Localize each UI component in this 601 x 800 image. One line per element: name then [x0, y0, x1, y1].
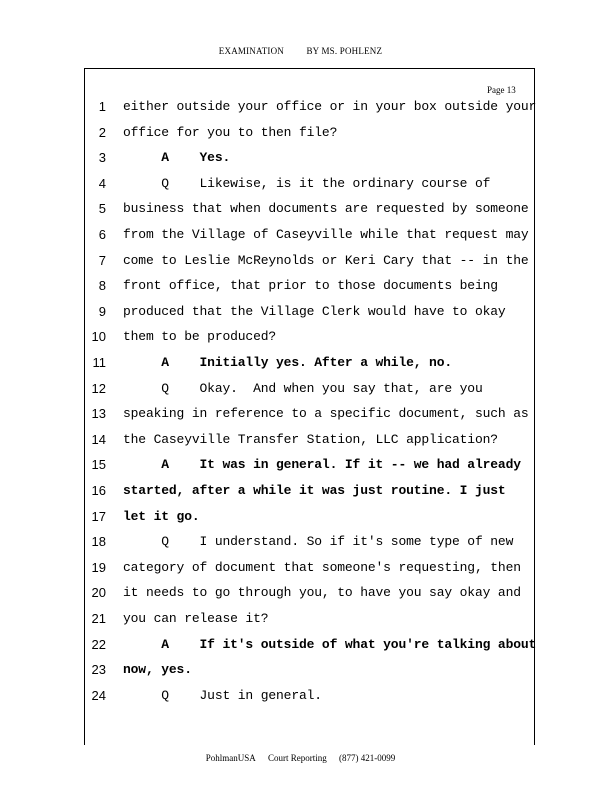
line-text: you can release it? — [123, 611, 269, 626]
transcript-line — [0, 611, 601, 635]
line-text: Q Just in general. — [123, 687, 322, 703]
line-number: 12 — [91, 380, 106, 396]
transcript-line — [0, 585, 601, 609]
transcript-line — [0, 534, 601, 558]
transcript-line — [0, 329, 601, 353]
line-text: either outside your office or in your box outside your — [123, 99, 537, 114]
line-text: Q Okay. And when you say that, are you — [123, 380, 483, 396]
footer-phone: (877) 421-0099 — [339, 753, 396, 763]
transcript-line — [0, 688, 601, 712]
transcript-line — [0, 406, 601, 430]
line-number: 10 — [91, 329, 106, 345]
transcript-line — [0, 509, 601, 533]
line-text: A If it's outside of what you're talking about — [123, 636, 537, 652]
line-number: 19 — [91, 559, 106, 575]
transcript-line — [0, 662, 601, 686]
line-text: let it go. — [123, 508, 200, 524]
line-number: 18 — [91, 534, 106, 550]
line-number: 20 — [91, 585, 106, 601]
line-text: produced that the Village Clerk would have to okay — [123, 303, 506, 319]
line-number: 3 — [98, 150, 106, 166]
transcript-line — [0, 457, 601, 481]
transcript-line — [0, 278, 601, 302]
transcript-line — [0, 227, 601, 251]
line-text: come to Leslie McReynolds or Keri Cary that -- in the — [123, 252, 529, 268]
line-text: Q Likewise, is it the ordinary course of — [123, 175, 491, 191]
transcript-line — [0, 355, 601, 379]
page-number: Page 13 — [487, 85, 516, 95]
page-header — [0, 46, 601, 56]
line-number: 21 — [91, 611, 106, 626]
line-text: them to be produced? — [123, 329, 277, 345]
footer-service: Court Reporting — [268, 753, 327, 763]
line-number: 7 — [98, 252, 106, 268]
transcript-line — [0, 150, 601, 174]
line-number: 23 — [91, 662, 106, 678]
line-number: 1 — [98, 99, 106, 114]
line-text: now, yes. — [123, 662, 192, 678]
header-title: EXAMINATION — [218, 46, 284, 56]
transcript-line — [0, 432, 601, 456]
line-text: from the Village of Caseyville while that request may — [123, 227, 529, 242]
transcript-line — [0, 560, 601, 584]
line-text: office for you to then file? — [123, 124, 338, 140]
transcript-line — [0, 125, 601, 149]
line-number: 4 — [98, 175, 106, 191]
transcript-line — [0, 304, 601, 328]
line-text: A It was in general. If it -- we had already — [123, 457, 521, 473]
line-number: 15 — [91, 457, 106, 473]
transcript-line — [0, 99, 601, 123]
transcript-line — [0, 176, 601, 200]
transcript-line — [0, 637, 601, 661]
header-examiner: BY MS. POHLENZ — [306, 46, 383, 56]
line-text: A Initially yes. After a while, no. — [123, 355, 453, 370]
transcript-line — [0, 483, 601, 507]
line-number: 11 — [92, 355, 106, 370]
line-number: 22 — [91, 636, 106, 652]
line-number: 6 — [98, 227, 106, 242]
line-number: 5 — [98, 201, 106, 217]
line-number: 24 — [91, 687, 106, 703]
line-number: 16 — [91, 483, 106, 498]
line-number: 14 — [91, 431, 106, 447]
line-text: Q I understand. So if it's some type of new — [123, 534, 514, 550]
transcript-line — [0, 381, 601, 405]
line-text: category of document that someone's requesting, then — [123, 559, 521, 575]
page-footer — [0, 753, 601, 763]
line-text: speaking in reference to a specific document, such as — [123, 406, 529, 422]
line-text: business that when documents are requested by someone — [123, 201, 529, 217]
footer-company: PohlmanUSA — [205, 753, 256, 763]
line-text: A Yes. — [123, 150, 231, 166]
line-text: the Caseyville Transfer Station, LLC application? — [123, 431, 498, 447]
transcript-line — [0, 201, 601, 225]
transcript-line — [0, 253, 601, 277]
line-number: 17 — [91, 508, 106, 524]
line-text: started, after a while it was just routine. I just — [123, 483, 506, 498]
line-number: 8 — [98, 278, 106, 294]
line-text: front office, that prior to those documents being — [123, 278, 498, 294]
line-number: 9 — [98, 303, 106, 319]
line-number: 13 — [91, 406, 106, 422]
line-text: it needs to go through you, to have you say okay and — [123, 585, 521, 601]
line-number: 2 — [98, 124, 106, 140]
